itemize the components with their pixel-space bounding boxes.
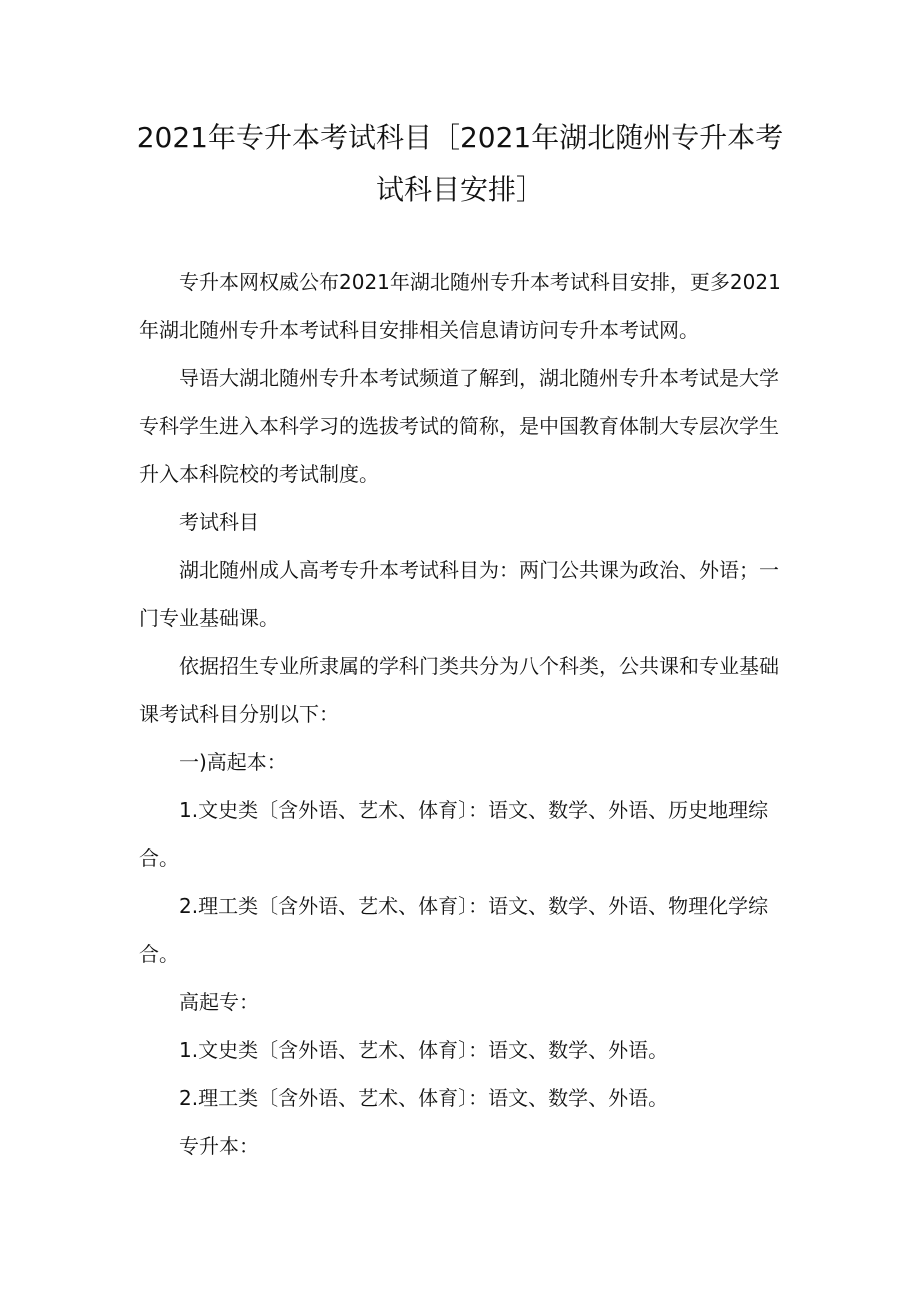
subheading-gaoqizhuan: 高起专：	[179, 990, 259, 1014]
section-heading-exam-subjects: 考试科目	[179, 510, 259, 534]
title-line-1: 2021年专升本考试科目［2021年湖北随州专升本考	[136, 121, 784, 154]
document-body	[139, 258, 789, 1170]
paragraph-intro: 专升本网权威公布2021年湖北随州专升本考试科目安排，更多2021年湖北随州专升本考试科目安排相关信息请访问专升本考试网。	[139, 270, 781, 342]
list-item: 2.理工类〔含外语、艺术、体育〕：语文、数学、外语、物理化学综合。	[139, 894, 769, 966]
paragraph-subjects: 湖北随州成人高考专升本考试科目为：两门公共课为政治、外语；一门专业基础课。	[139, 558, 779, 630]
title-line-2: 试科目安排］	[375, 173, 544, 206]
subheading-zhuanshengben: 专升本：	[179, 1134, 259, 1158]
list-item: 2.理工类〔含外语、艺术、体育〕：语文、数学、外语。	[179, 1086, 669, 1110]
paragraph-categories: 依据招生专业所隶属的学科门类共分为八个科类，公共课和专业基础课考试科目分别以下：	[139, 654, 779, 726]
list-item: 1.文史类〔含外语、艺术、体育〕：语文、数学、外语。	[179, 1038, 669, 1062]
paragraph-lead: 导语大湖北随州专升本考试频道了解到，湖北随州专升本考试是大学专科学生进入本科学习的选拔考试的简称，是中国教育体制大专层次学生升入本科院校的考试制度。	[139, 366, 779, 486]
document-title	[120, 112, 800, 216]
subheading-gaoqiben: 一)高起本：	[179, 750, 287, 774]
list-item: 1.文史类〔含外语、艺术、体育〕：语文、数学、外语、历史地理综合。	[139, 798, 769, 870]
